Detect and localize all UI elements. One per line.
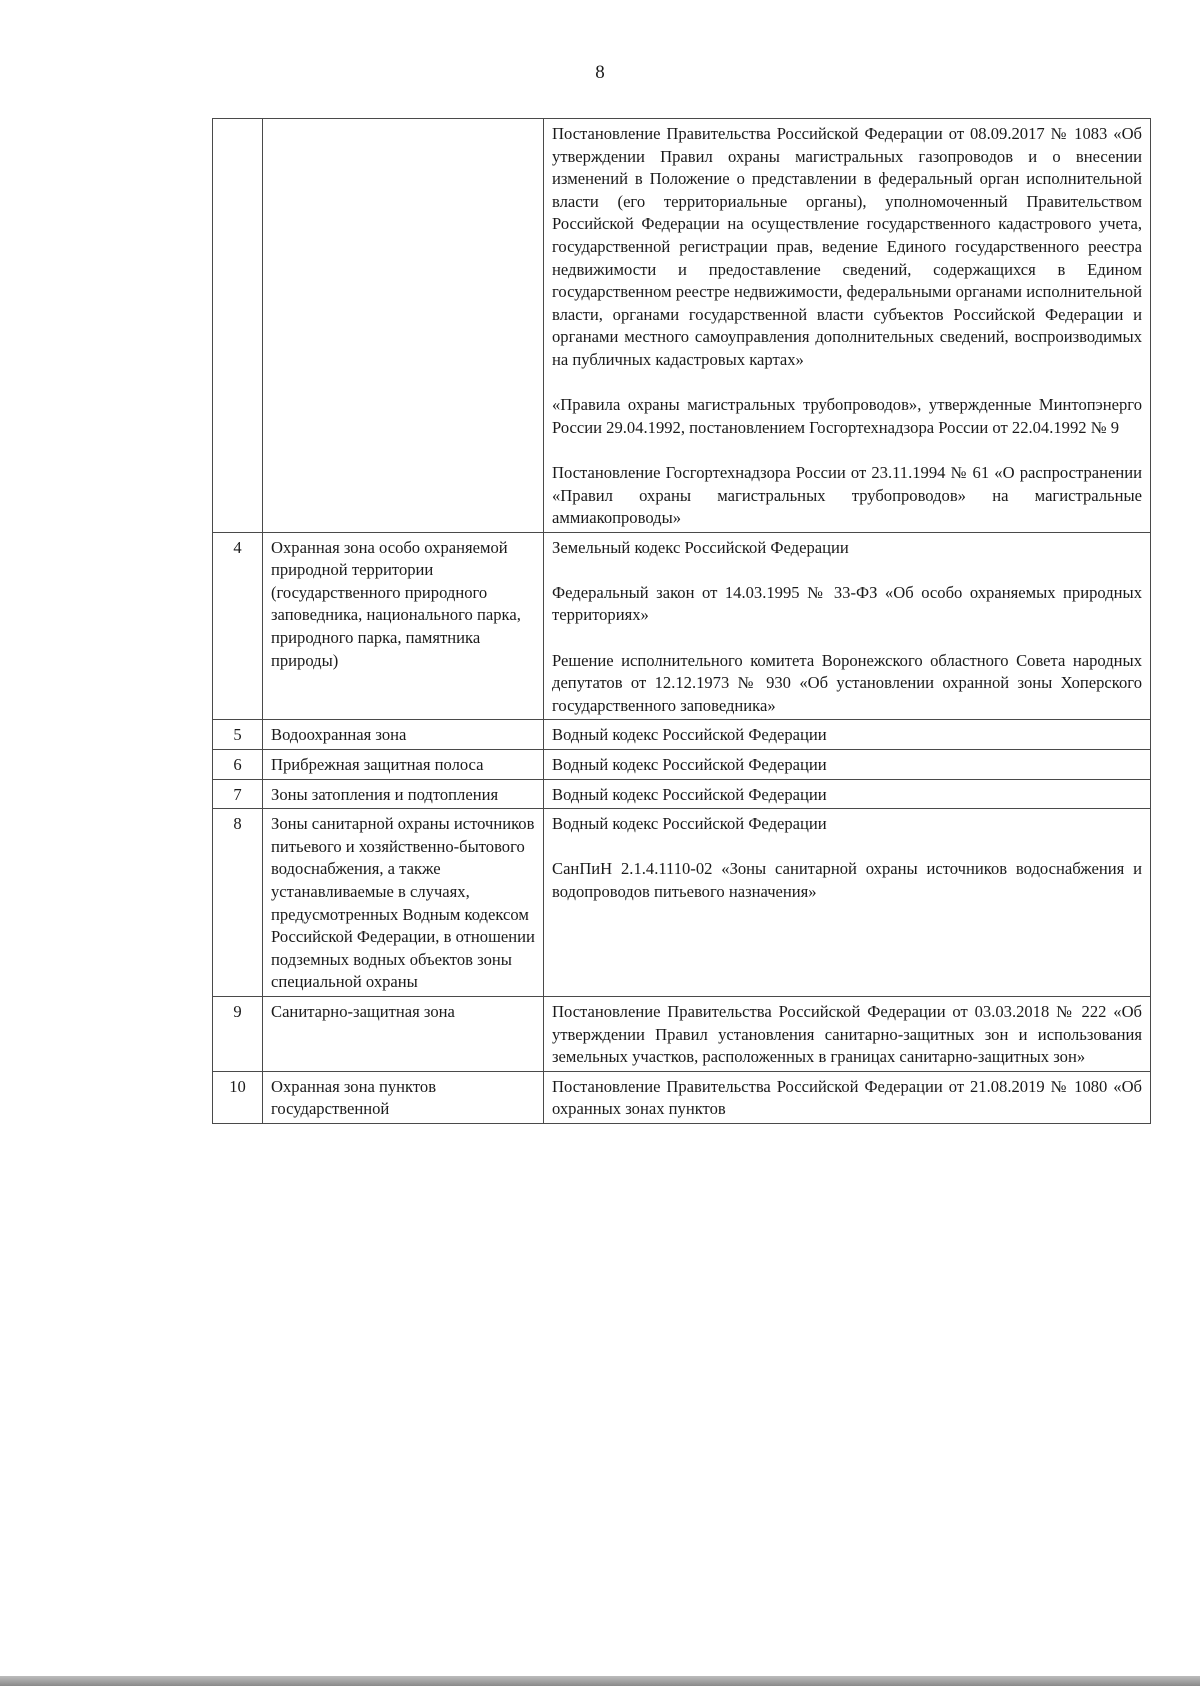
table-row (213, 532, 1151, 720)
legal-paragraph: Водный кодекс Российской Федерации (552, 814, 827, 834)
row-number: 9 (213, 996, 263, 1071)
legal-paragraph: Земельный кодекс Российской Федерации (552, 537, 849, 557)
legal-paragraph: Федеральный закон от 14.03.1995 № 33-ФЗ «Об особо охраняемых природных территориях» (552, 582, 1142, 625)
zone-name: Охранная зона особо охраняемой природной территории (государственного природного заповедника, национального парка, природного парка, памятника природы) (263, 532, 544, 720)
table-row (213, 996, 1151, 1071)
zone-name: Прибрежная защитная полоса (263, 750, 544, 780)
table-row (213, 750, 1151, 780)
legal-paragraph: Постановление Правительства Российской Федерации от 08.09.2017 № 1083 «Об утверждении Правил охраны магистральных газопроводов и о внесении изменений в Положение о представлении в федеральный орган исполнительной власти (его территориальные органы), уполномоченный Правительством Российской Федерации на осуществление государственного кадастрового учета, государственной регистрации прав, ведение Единого государственного реестра недвижимости и предоставление сведений, содержащихся в Едином государственном реестре недвижимости, федеральными органами исполнительной власти, органами государственной власти субъектов Российской Федерации и органами местного самоуправления дополнительных сведений, воспроизводимых на публичных кадастровых картах» (552, 124, 1142, 369)
row-number: 8 (213, 809, 263, 997)
legal-paragraph: Постановление Правительства Российской Федерации от 03.03.2018 № 222 «Об утверждении Правил установления санитарно-защитных зон и использования земельных участков, расположенных в границах санитарно-защитных зон» (552, 1001, 1142, 1067)
legal-basis (544, 720, 1151, 750)
table-row (213, 720, 1151, 750)
legal-paragraph: Водный кодекс Российской Федерации (552, 755, 827, 775)
row-number: 10 (213, 1071, 263, 1123)
legal-basis (544, 750, 1151, 780)
legal-basis (544, 119, 1151, 533)
legal-basis (544, 779, 1151, 809)
zone-name: Зоны затопления и подтопления (263, 779, 544, 809)
legal-paragraph: Водный кодекс Российской Федерации (552, 784, 827, 804)
scan-edge-bar (0, 1676, 1200, 1686)
table-row (213, 809, 1151, 997)
row-number: 7 (213, 779, 263, 809)
table-row (213, 779, 1151, 809)
table-row (213, 119, 1151, 533)
legal-paragraph: «Правила охраны магистральных трубопроводов», утвержденные Минтопэнерго России 29.04.1992, постановлением Госгортехнадзора России от 22.04.1992 № 9 (552, 395, 1142, 437)
legal-paragraph: Постановление Госгортехнадзора России от 23.11.1994 № 61 «О распространении «Правил охраны магистральных трубопроводов» на магистральные аммиакопроводы» (552, 462, 1142, 528)
legal-basis (544, 532, 1151, 720)
zone-name: Санитарно-защитная зона (263, 996, 544, 1071)
zone-name: Зоны санитарной охраны источников питьевого и хозяйственно-бытового водоснабжения, а также устанавливаемые в случаях, предусмотренных Водным кодексом Российской Федерации, в отношении подземных водных объектов зоны специальной охраны (263, 809, 544, 997)
zone-name: Охранная зона пунктов государственной (263, 1071, 544, 1123)
legal-basis (544, 1071, 1151, 1123)
legal-basis (544, 809, 1151, 997)
table-row (213, 1071, 1151, 1123)
legal-paragraph: Решение исполнительного комитета Воронежского областного Совета народных депутатов от 12.12.1973 № 930 «Об установлении охранной зоны Хоперского государственного заповедника» (552, 650, 1142, 715)
row-number: 4 (213, 532, 263, 720)
legal-basis (544, 996, 1151, 1071)
page-number: 8 (595, 62, 605, 83)
legal-paragraph: Водный кодекс Российской Федерации (552, 725, 827, 745)
row-number: 6 (213, 750, 263, 780)
row-number (213, 119, 263, 533)
legal-paragraph: Постановление Правительства Российской Федерации от 21.08.2019 № 1080 «Об охранных зонах пунктов (552, 1076, 1142, 1119)
zone-name: Водоохранная зона (263, 720, 544, 750)
zone-name (263, 119, 544, 533)
row-number: 5 (213, 720, 263, 750)
legal-paragraph: СанПиН 2.1.4.1110-02 «Зоны санитарной охраны источников водоснабжения и водопроводов питьевого назначения» (552, 859, 1142, 901)
regulations-table (212, 118, 1151, 1124)
